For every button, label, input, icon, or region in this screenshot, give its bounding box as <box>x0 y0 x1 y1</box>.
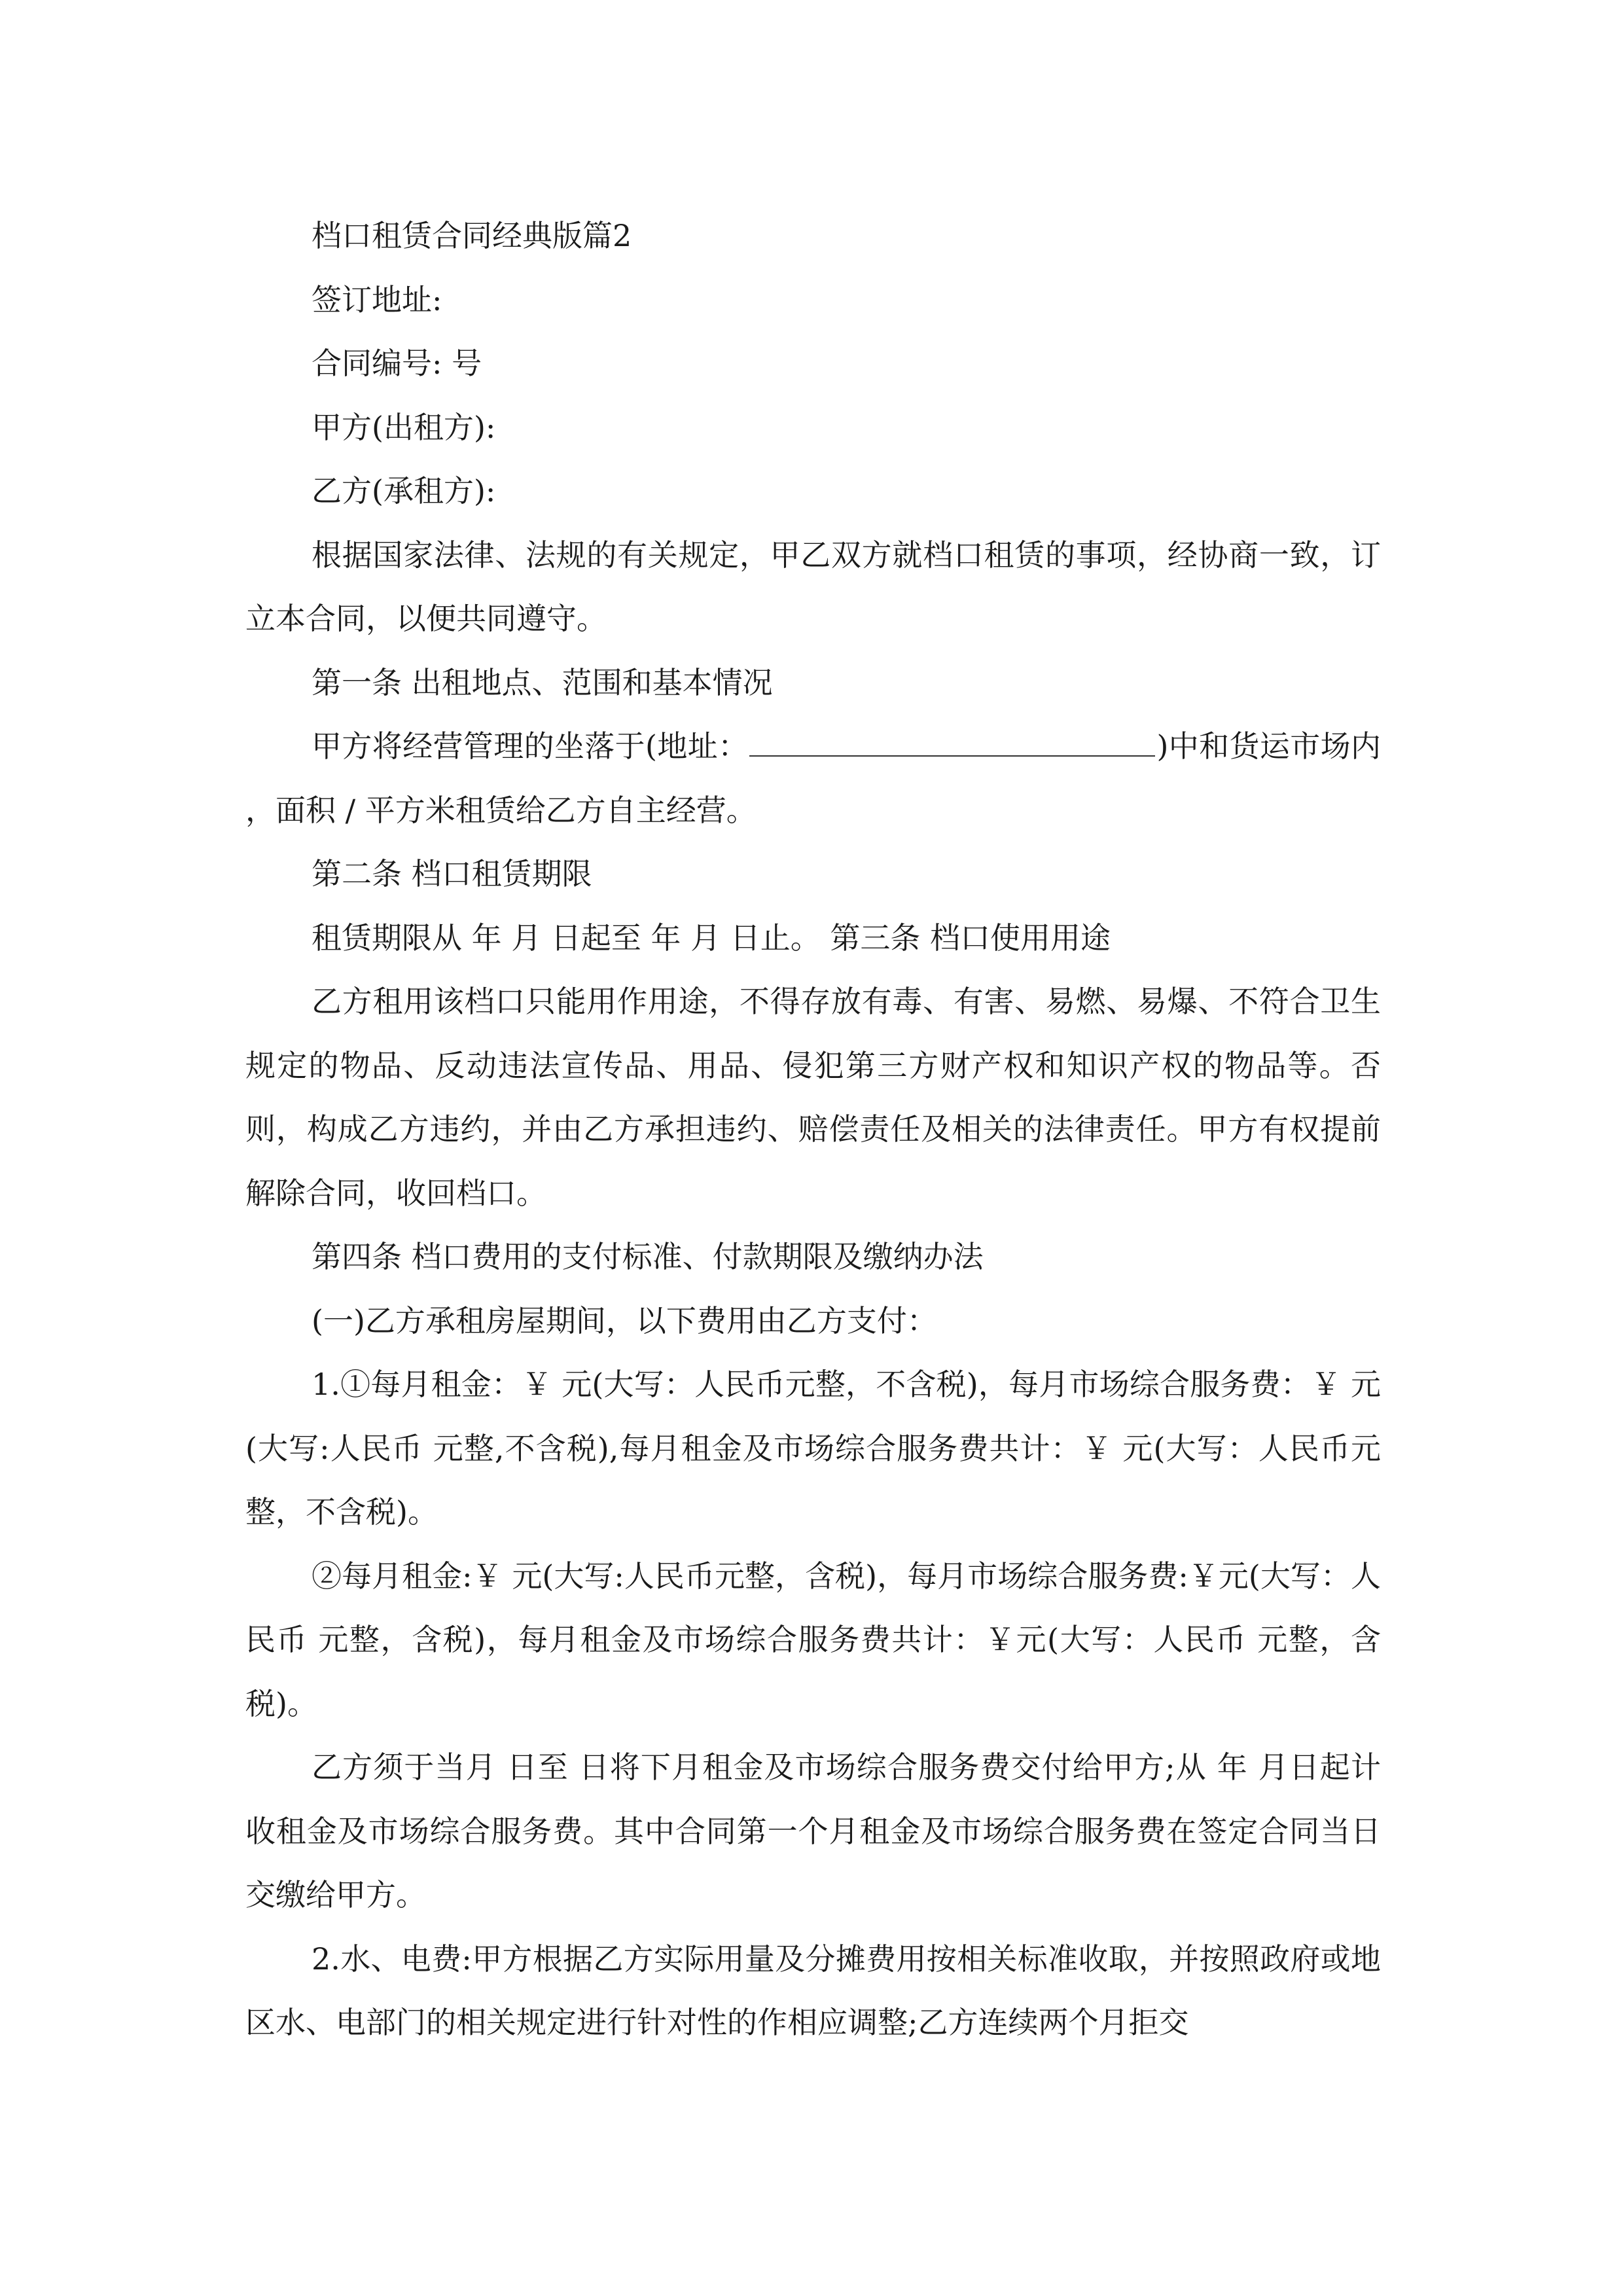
article-1-body-post: )中和货运市场内 ，面积 / 平方米租赁给乙方自主经营。 <box>245 728 1381 828</box>
address-blank <box>749 719 1155 757</box>
article-1-body <box>245 715 1381 842</box>
document-title: 档口租赁合同经典版篇2 <box>312 218 632 253</box>
article-2-body: 租赁期限从 年 月 日起至 年 月 日止。 第三条 档口使用用途 <box>312 920 1111 956</box>
article-4-rent-untaxed: 1.①每月租金：￥ 元(大写：人民币元整，不含税)，每月市场综合服务费：￥ 元(大写:人民币 元整,不含税),每月租金及市场综合服务费共计：￥ 元(大写：人民币元整，不含税)。 <box>245 1367 1381 1530</box>
document-body <box>245 204 1381 2055</box>
article-1-title: 第一条 出租地点、范围和基本情况 <box>312 664 773 700</box>
preamble: 根据国家法律、法规的有关规定，甲乙双方就档口租赁的事项，经协商一致，订立本合同，以便共同遵守。 <box>245 537 1381 636</box>
article-4-utilities: 2.水、电费:甲方根据乙方实际用量及分摊费用按相关标准收取，并按照政府或地区水、电部门的相关规定进行针对性的作相应调整;乙方连续两个月拒交 <box>245 1941 1381 2040</box>
article-2-title: 第二条 档口租赁期限 <box>312 856 592 891</box>
article-4-item-1: (一)乙方承租房屋期间，以下费用由乙方支付： <box>312 1302 937 1338</box>
party-b: 乙方(承租方): <box>312 473 496 509</box>
sign-place: 签订地址: <box>312 281 442 317</box>
party-a: 甲方(出租方): <box>312 409 496 445</box>
contract-number: 合同编号: 号 <box>312 346 482 381</box>
article-3-body: 乙方租用该档口只能用作用途，不得存放有毒、有害、易燃、易爆、不符合卫生规定的物品、反动违法宣传品、用品、侵犯第三方财产权和知识产权的物品等。否则，构成乙方违约，并由乙方承担违约、赔偿责任及相关的法律责任。甲方有权提前解除合同，收回档口。 <box>245 984 1381 1211</box>
article-4-payment-terms: 乙方须于当月 日至 日将下月租金及市场综合服务费交付给甲方;从 年 月日起计收租金及市场综合服务费。其中合同第一个月租金及市场综合服务费在签定合同当日交缴给甲方。 <box>245 1749 1381 1912</box>
article-4-title: 第四条 档口费用的支付标准、付款期限及缴纳办法 <box>312 1239 984 1274</box>
article-4-rent-taxed: ②每月租金:￥ 元(大写:人民币元整，含税)，每月市场综合服务费:￥元(大写：人民币 元整，含税)，每月租金及市场综合服务费共计：￥元(大写：人民币 元整，含税)。 <box>245 1558 1381 1721</box>
article-1-body-pre: 甲方将经营管理的坐落于(地址： <box>312 728 749 764</box>
